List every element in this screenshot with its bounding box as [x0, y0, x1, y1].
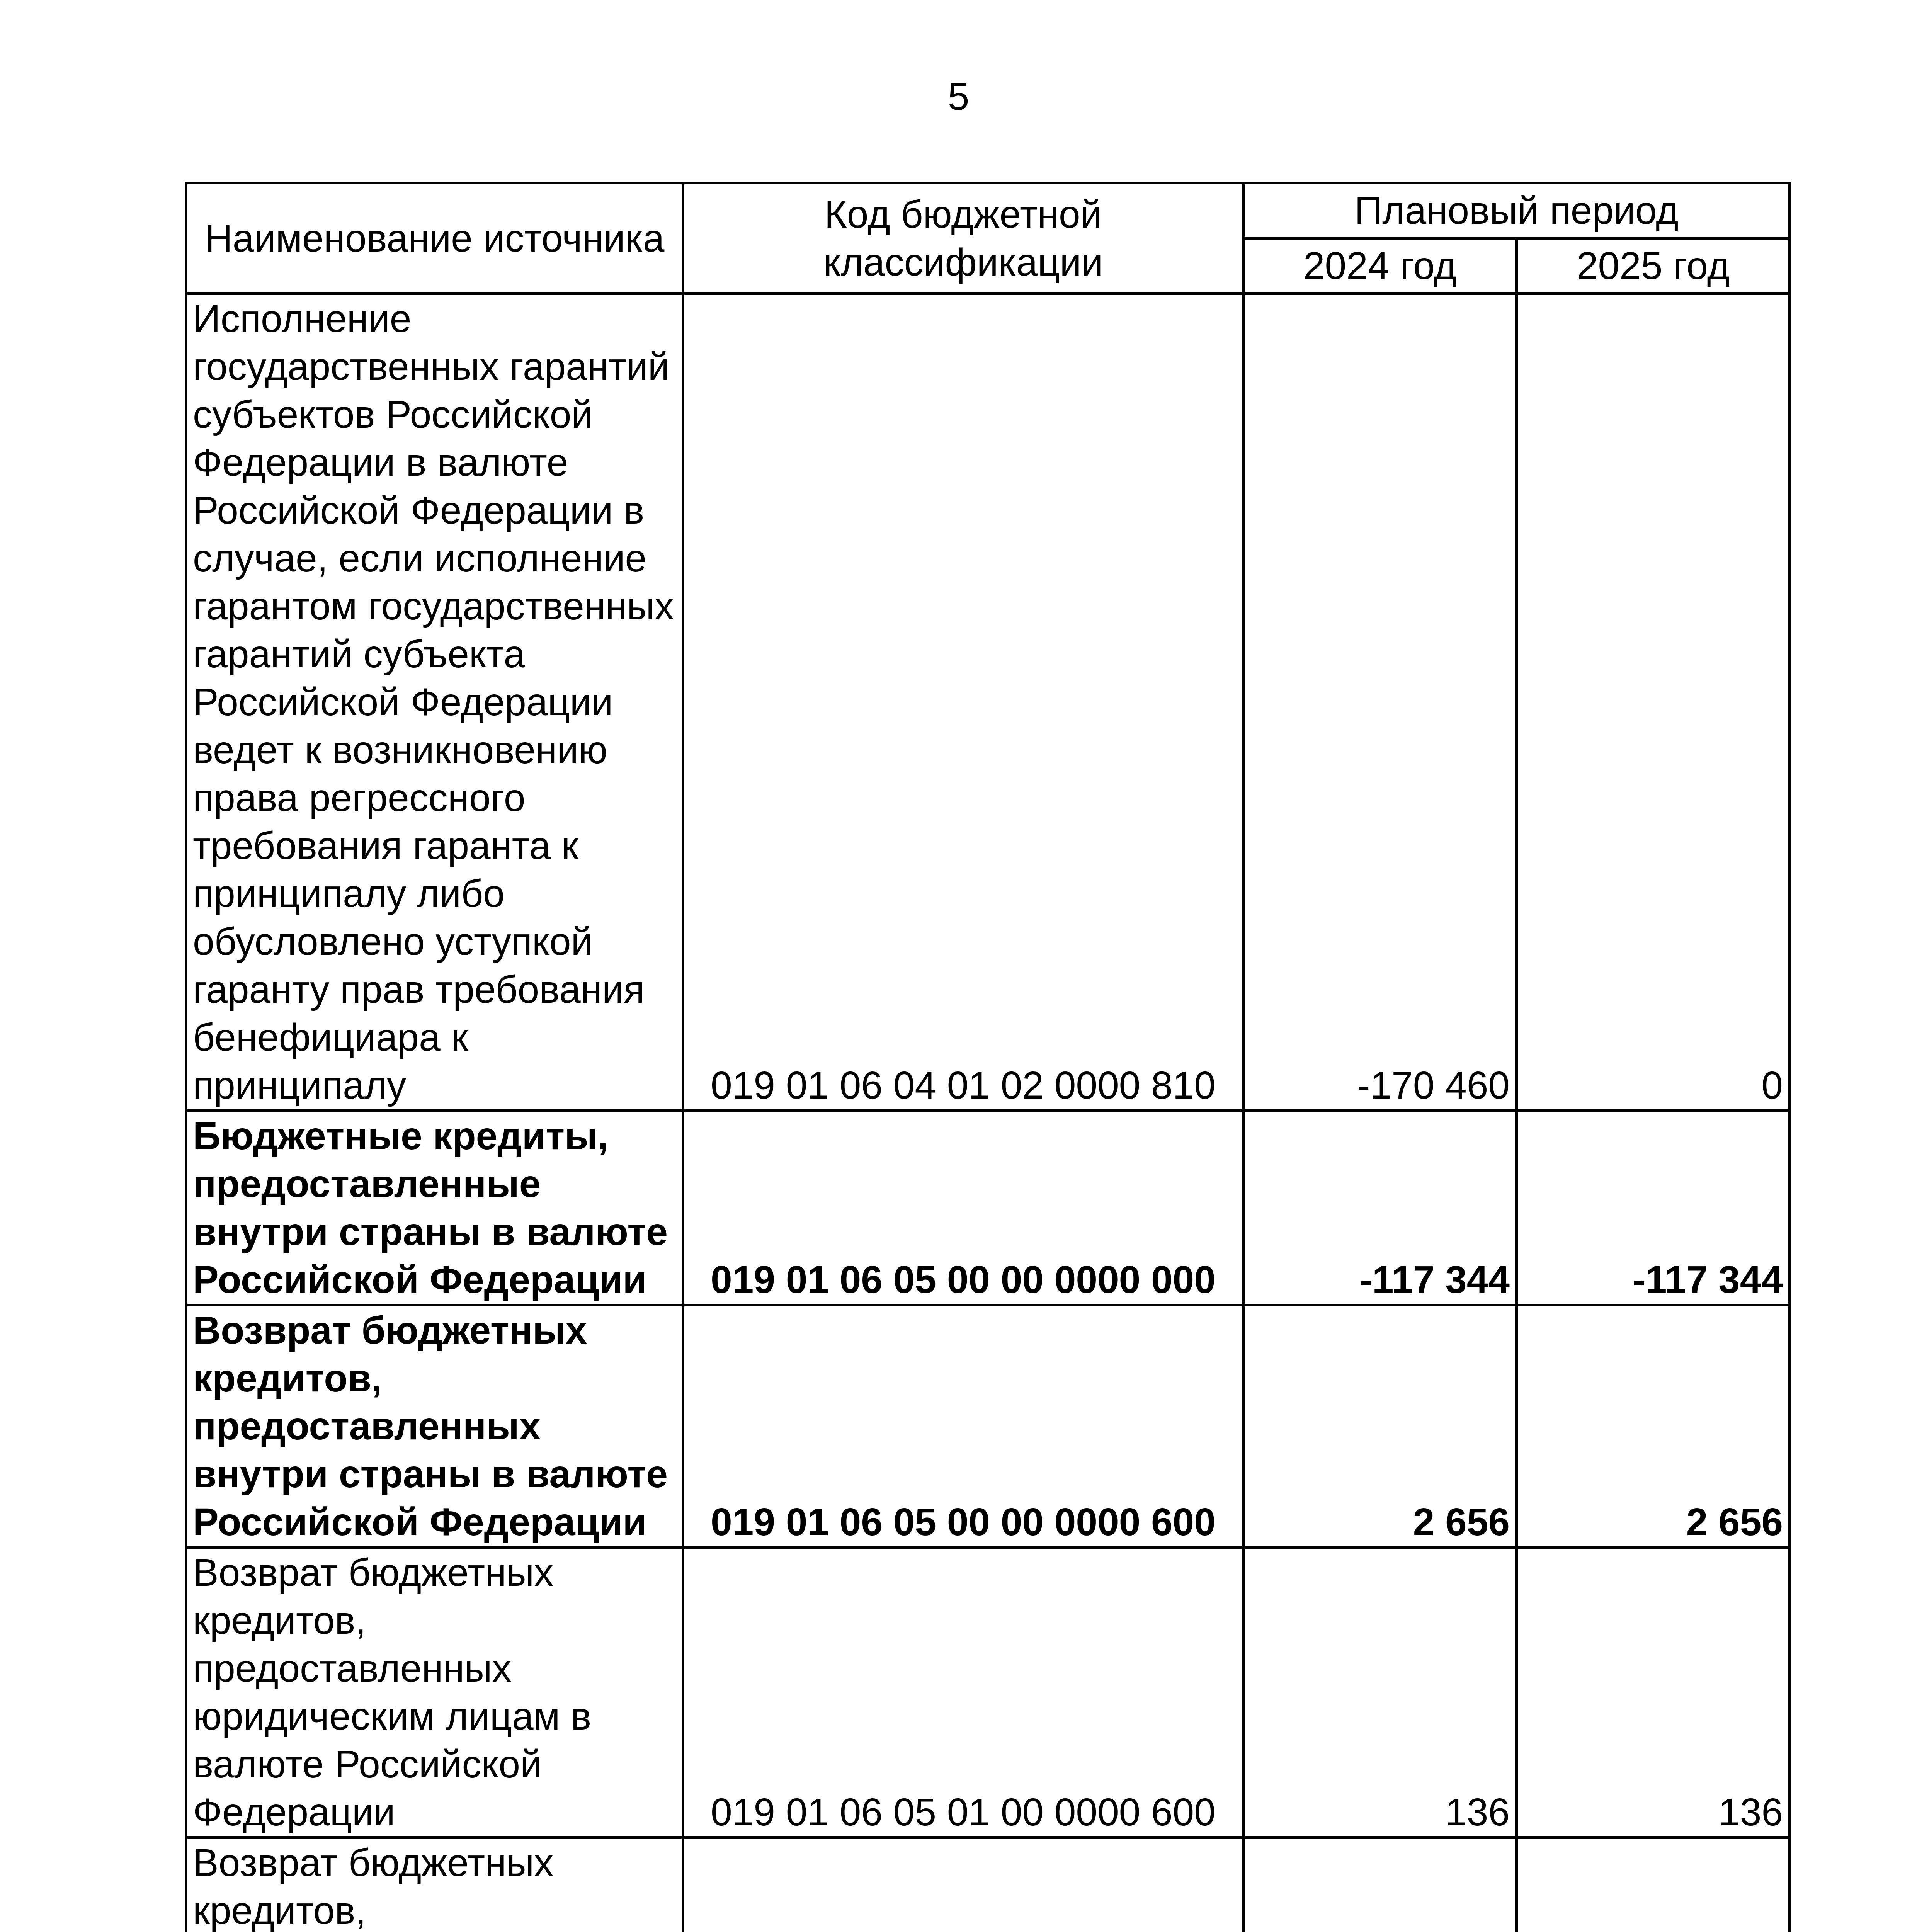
header-year-2025: 2025 год — [1517, 238, 1790, 294]
row-value-2025: 136 — [1517, 1548, 1790, 1838]
row-budget-code: 019 01 06 05 00 00 0000 600 — [683, 1305, 1243, 1548]
row-value-2024: 136 — [1243, 1548, 1517, 1838]
table-row — [186, 1305, 1790, 1548]
header-planning-period: Плановый период — [1243, 183, 1790, 238]
header-budget-code: Код бюджетной классификации — [683, 183, 1243, 294]
row-value-2025 — [1517, 1838, 1790, 1932]
row-budget-code: 019 01 06 04 01 02 0000 810 — [683, 294, 1243, 1111]
row-source-name: Возврат бюджетных кредитов, предоставленных внутри страны в валюте Российской Федерации — [186, 1305, 683, 1548]
row-value-2025: 2 656 — [1517, 1305, 1790, 1548]
row-source-name: Бюджетные кредиты, предоставленные внутри страны в валюте Российской Федерации — [186, 1111, 683, 1305]
row-value-2025: 0 — [1517, 294, 1790, 1111]
row-budget-code: 019 01 06 05 01 00 0000 600 — [683, 1548, 1243, 1838]
table-row — [186, 1838, 1790, 1932]
row-budget-code — [683, 1838, 1243, 1932]
row-source-name: Исполнение государственных гарантий субъектов Российской Федерации в валюте Российской Федерации в случае, если исполнение гарантом государственных гарантий субъекта Российской Федерации ведет к возникновению права регрессного требования гаранта к принципалу либо обусловлено уступкой гаранту прав требования бенефициара к принципалу — [186, 294, 683, 1111]
row-budget-code: 019 01 06 05 00 00 0000 000 — [683, 1111, 1243, 1305]
budget-sources-table — [185, 182, 1791, 1932]
row-value-2025: -117 344 — [1517, 1111, 1790, 1305]
row-value-2024 — [1243, 1838, 1517, 1932]
page-number: 5 — [947, 75, 970, 118]
row-value-2024: 2 656 — [1243, 1305, 1517, 1548]
table-row — [186, 1548, 1790, 1838]
header-source-name: Наименование источника — [186, 183, 683, 294]
table-row — [186, 294, 1790, 1111]
table-row — [186, 1111, 1790, 1305]
row-value-2024: -170 460 — [1243, 294, 1517, 1111]
row-source-name: Возврат бюджетных кредитов, предоставленных юридическим лицам в валюте Российской Федерации — [186, 1548, 683, 1838]
header-year-2024: 2024 год — [1243, 238, 1517, 294]
row-source-name: Возврат бюджетных кредитов, — [186, 1838, 683, 1932]
row-value-2024: -117 344 — [1243, 1111, 1517, 1305]
